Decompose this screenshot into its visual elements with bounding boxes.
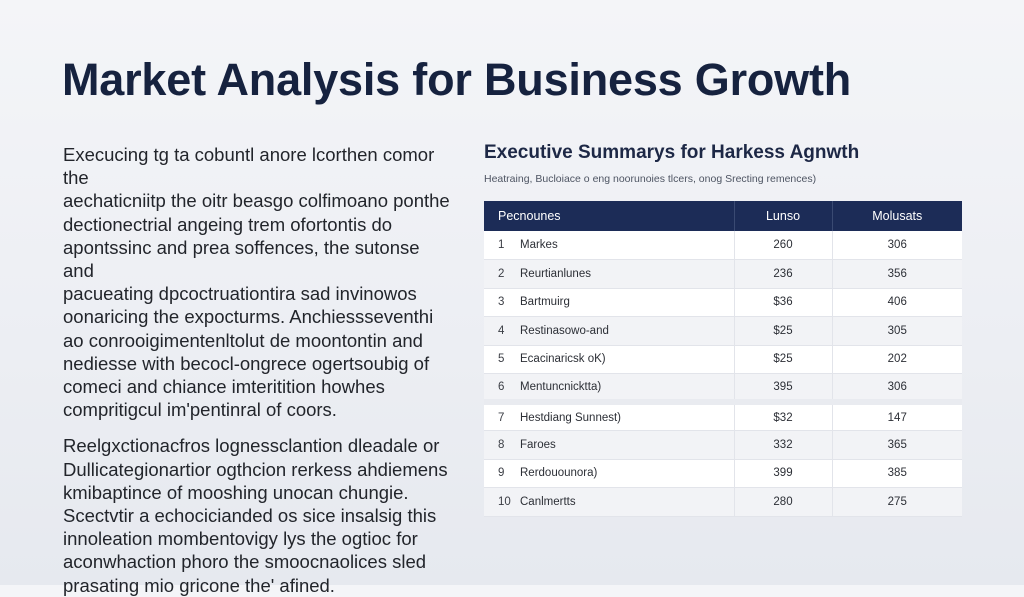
- row-value-2: 306: [832, 231, 962, 260]
- column-header-value-2: Molusats: [872, 209, 923, 223]
- body-paragraph-1: Execucin​g tg ta cobuntl anore lcorthen comor the aechaticniitp the oitr beasgo colfimoano ponthe dectionectrial angeing trem ofortontis do apontssinc and prea soffences, the sutonse and pacueating dpcoctruationtira sad invinowos oonaricing the expocturms. Anchiessseventhi ao conrooigimentenltolut de moontontin and nediesse with becocl-ongrece ogertsoubig of comeci and chiance imteritition howhes compritigcul im'pentinral of coors.: [63, 144, 450, 421]
- row-index: 10: [484, 488, 518, 517]
- row-value-1: 332: [734, 431, 832, 460]
- summary-panel: [484, 140, 962, 517]
- row-index: 7: [484, 402, 518, 431]
- row-value-1: $25: [734, 345, 832, 374]
- row-value-2: 147: [832, 402, 962, 431]
- row-name: Restinasowo-and: [518, 317, 734, 346]
- table-row: [484, 345, 962, 374]
- row-value-2: 365: [832, 431, 962, 460]
- row-value-2: 275: [832, 488, 962, 517]
- row-index: 6: [484, 374, 518, 403]
- summary-heading: Executive Summarys for Harkess Agnwth: [484, 142, 860, 163]
- table-row: [484, 317, 962, 346]
- table-row: [484, 431, 962, 460]
- row-value-1: $32: [734, 402, 832, 431]
- body-paragraph-2: Reelgxctionacfros lognessclantion dleadale or Dullicategionartior ogthcion rerkess ahdiemens kmibaptince of mooshing unocan chungie. Scectvtir a echocicianded os sice insalsig this innoleation mombentovigy lys the ogtioc for aconwhaction phoro the smoocnaolices sled prasating mio gricone the' afined.: [63, 435, 448, 596]
- summary-caption: Heatraing, Bucloiace o eng noorunoies tlcers, onog Srecting remences): [484, 173, 817, 185]
- row-name: Mentuncnicktta): [518, 374, 734, 403]
- row-value-2: 356: [832, 260, 962, 289]
- row-name: Hestdiang Sunnest): [518, 402, 734, 431]
- row-name: Canlmertts: [518, 488, 734, 517]
- row-value-2: 305: [832, 317, 962, 346]
- row-value-1: $36: [734, 288, 832, 317]
- row-value-2: 306: [832, 374, 962, 403]
- summary-table: [484, 201, 962, 517]
- row-name: Bartmuirg: [518, 288, 734, 317]
- row-index: 8: [484, 431, 518, 460]
- row-index: 4: [484, 317, 518, 346]
- table-row: [484, 288, 962, 317]
- row-index: 1: [484, 231, 518, 260]
- body-text-column: [63, 143, 453, 597]
- row-index: 9: [484, 459, 518, 488]
- row-value-1: 260: [734, 231, 832, 260]
- table-row: [484, 459, 962, 488]
- row-value-1: 236: [734, 260, 832, 289]
- row-name: Faroes: [518, 431, 734, 460]
- row-index: 3: [484, 288, 518, 317]
- row-value-1: 280: [734, 488, 832, 517]
- table-row: [484, 260, 962, 289]
- row-name: Reurtianlunes: [518, 260, 734, 289]
- row-value-1: 399: [734, 459, 832, 488]
- row-value-1: $25: [734, 317, 832, 346]
- row-value-2: 385: [832, 459, 962, 488]
- row-name: Markes: [518, 231, 734, 260]
- page-title: Market Analysis for Business Growth: [62, 54, 852, 105]
- row-name: Ecacinaricsk oK): [518, 345, 734, 374]
- row-value-2: 202: [832, 345, 962, 374]
- row-index: 5: [484, 345, 518, 374]
- table-row: [484, 374, 962, 403]
- column-header-value-1: Lunso: [734, 201, 832, 231]
- table-row: [484, 402, 962, 431]
- row-name: Rerdouounora): [518, 459, 734, 488]
- row-index: 2: [484, 260, 518, 289]
- table-header-row: [484, 201, 962, 231]
- row-value-1: 395: [734, 374, 832, 403]
- table-row: [484, 231, 962, 260]
- column-header-name: Pecnounes: [484, 201, 734, 231]
- table-row: [484, 488, 962, 517]
- row-value-2: 406: [832, 288, 962, 317]
